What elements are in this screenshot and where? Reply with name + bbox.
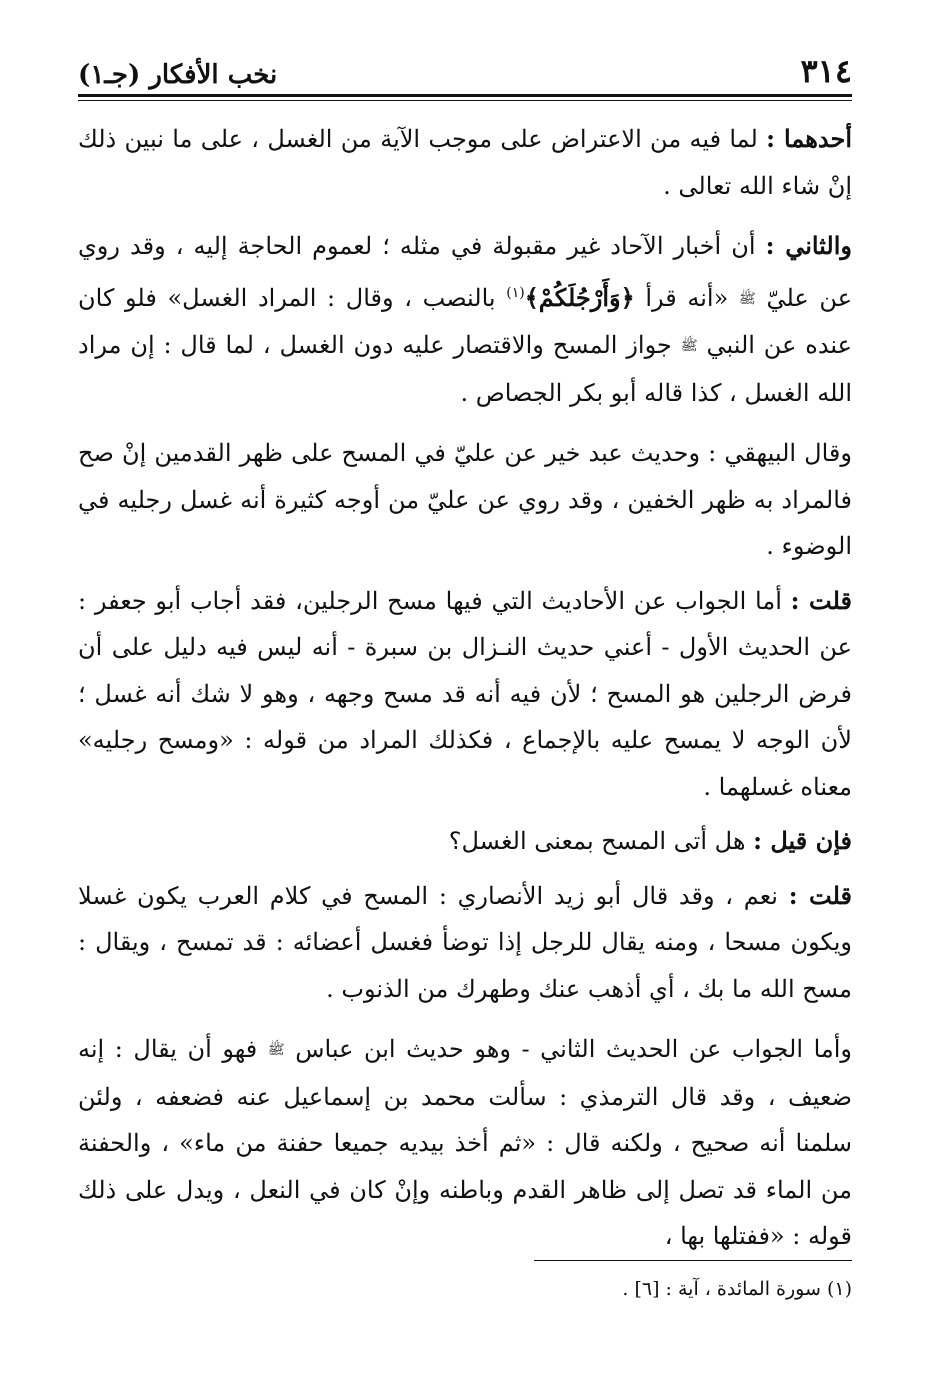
paragraph-lead: أحدهما : <box>766 124 853 153</box>
honorific-symbol: ﷺ <box>738 290 756 307</box>
footnote-separator <box>534 1260 852 1261</box>
paragraph-first <box>78 116 852 209</box>
paragraph-answer <box>78 578 852 811</box>
ali-text: عليّ <box>766 283 809 312</box>
header-rule-thick <box>78 94 852 97</box>
paragraph-lead: قلت : <box>790 585 853 615</box>
footnote: (١) سورة المائدة ، آية : [٦] . <box>622 1278 852 1300</box>
ibn-abbas-text: وأما الجواب عن الحديث الثاني - وهو حديث ابن عباس <box>284 1035 852 1063</box>
page-header <box>78 40 852 90</box>
ali-text: «أنه قرأ <box>634 283 739 312</box>
paragraph-text: أن أخبار الآحاد غير مقبولة في مثله ؛ لعموم الحاجة إليه ، وقد روي عن <box>78 232 853 312</box>
ibn-abbas-text: فهو أن يقال : إنه ضعيف ، وقد قال الترمذي : سألت محمد بن إسماعيل عنه فضعفه ، ولئن سلمنا أنه صحيح ، ولكنه قال : «ثم أخذ بيديه جميعا حفنة من ماء» ، والحفنة من الماء قد تصل إلى ظاهر القدم وباطنه وإنْ كان في النعل ، ويدل على ذلك قوله : «ففتلها بها ، <box>78 1035 852 1250</box>
ali-text: جواز المسح والاقتصار عليه دون الغسل ، لما قال : إن مراد الله الغسل ، كذا قاله أبو بكر الجصاص . <box>78 331 852 407</box>
paragraph-reply <box>78 873 852 1013</box>
ali-text: بالنصب ، وقال : المراد الغسل» فلو كان عنده عن النبي <box>78 283 852 359</box>
paragraph-lead: والثاني : <box>765 231 852 260</box>
paragraph-question <box>78 818 852 865</box>
paragraph-text: نعم ، وقد قال أبو زيد الأنصاري : المسح في كلام العرب يكون غسلا ويكون مسحا ، ومنه يقال للرجل إذا توضأ فغسل أعضائه : قد تمسح ، ويقال : مسح الله ما بك ، أي أذهب عنك وطهرك من الذنوب . <box>78 881 852 1003</box>
honorific-symbol: ﷺ <box>680 338 698 354</box>
paragraph-lead: قلت : <box>788 880 852 910</box>
page-number: ٣١٤ <box>800 52 852 90</box>
paragraph-bayhaqi: وقال البيهقي : وحديث عبد خير عن عليّ في المسح على ظهر القدمين إنْ صح فالمراد به ظهر الخفين ، وقد روي عن عليّ من أوجه كثيرة أنه غسل رجليه في الوضوء . <box>78 439 852 560</box>
paragraph-text: أما الجواب عن الأحاديث التي فيها مسح الرجلين، فقد أجاب أبو جعفر : عن الحديث الأول - أعني حديث النـزال بن سبرة - أنه ليس فيه دليل على أن فرض الرجلين هو المسح ؛ لأن فيه أنه قد مسح وجهه ، وهو لا شك أنه غسل ؛ لأن الوجه لا يمسح عليه بالإجماع ، فكذلك المراد من قوله : «ومسح رجليه» معناه غسلهما . <box>78 586 852 801</box>
quran-verse: ﴿وَأَرْجُلَكُمْ﴾ <box>524 282 635 312</box>
paragraph-text: لما فيه من الاعتراض على موجب الآية من الغسل ، على ما نبين ذلك إنْ شاء الله تعالى . <box>78 125 852 200</box>
paragraph-lead: فإن قيل : <box>753 826 852 855</box>
paragraph-second <box>78 223 852 416</box>
paragraph-ibn-abbas <box>78 1026 852 1260</box>
header-rule-thin <box>78 100 852 101</box>
running-title: نخب الأفكار (جـ١) <box>78 60 278 90</box>
paragraph-text: هل أتى المسح بمعنى الغسل؟ <box>448 827 754 855</box>
honorific-symbol: ﷺ <box>267 1042 285 1058</box>
footnote-reference: (١) <box>506 284 525 301</box>
page-body <box>78 116 852 1260</box>
